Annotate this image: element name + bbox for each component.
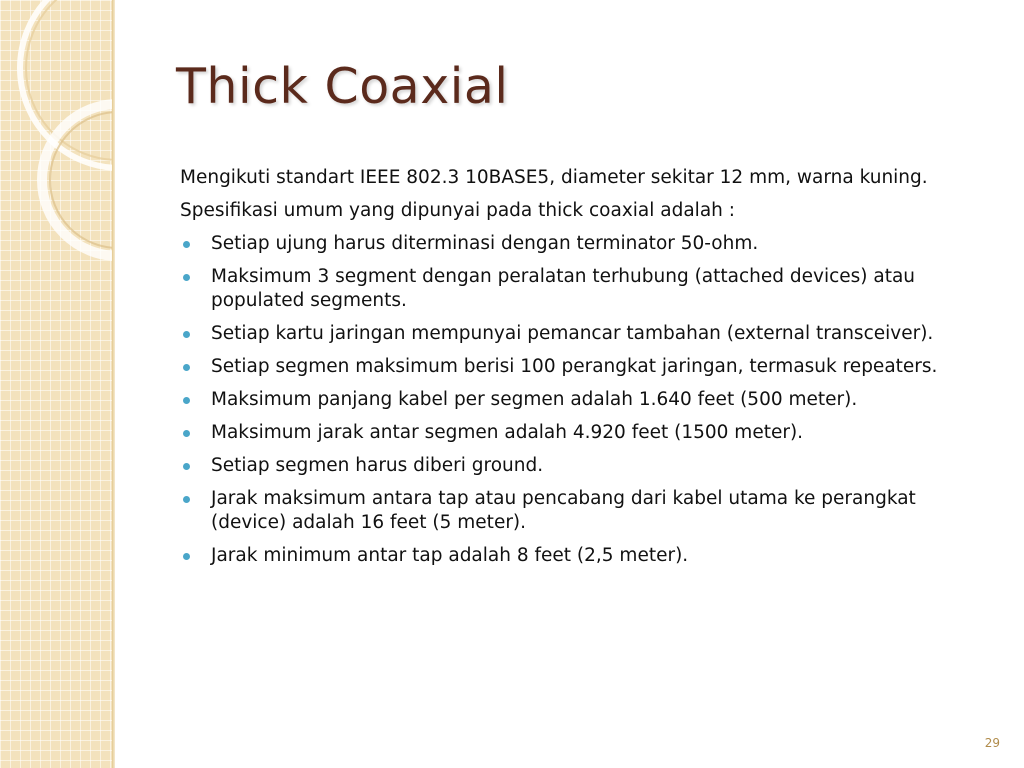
bullet-icon [183, 553, 190, 560]
list-item-text: Maksimum panjang kabel per segmen adalah 1.640 feet (500 meter). [211, 389, 858, 410]
bullet-icon [183, 241, 190, 248]
list-item-text: Maksimum 3 segment dengan peralatan terhubung (attached devices) atau populated segments. [211, 266, 916, 311]
list-item-text: Jarak minimum antar tap adalah 8 feet (2,5 meter). [211, 545, 689, 566]
list-item [180, 265, 980, 313]
list-item-text: Setiap kartu jaringan mempunyai pemancar tambahan (external transceiver). [211, 323, 934, 344]
list-item-text: Maksimum jarak antar segmen adalah 4.920 feet (1500 meter). [211, 422, 804, 443]
page-number: 29 [984, 736, 1000, 750]
circle-decoration-icon [0, 0, 112, 768]
list-item [180, 454, 980, 478]
bullet-icon [183, 274, 190, 281]
bullet-icon [183, 364, 190, 371]
bullet-icon [183, 496, 190, 503]
list-item [180, 388, 980, 412]
decorative-side-panel [0, 0, 112, 768]
list-item [180, 355, 980, 379]
list-item-text: Setiap segmen maksimum berisi 100 perangkat jaringan, termasuk repeaters. [211, 356, 938, 377]
intro-paragraph: Mengikuti standart IEEE 802.3 10BASE5, diameter sekitar 12 mm, warna kuning. [180, 167, 928, 188]
intro-paragraph: Spesifikasi umum yang dipunyai pada thick coaxial adalah : [180, 200, 735, 221]
list-item-text: Jarak maksimum antara tap atau pencabang dari kabel utama ke perangkat (device) adalah 16 feet (5 meter). [211, 488, 916, 533]
bullet-icon [183, 331, 190, 338]
list-item [180, 232, 980, 256]
list-item [180, 544, 980, 568]
bullet-icon [183, 463, 190, 470]
list-item [180, 322, 980, 346]
bullet-icon [183, 397, 190, 404]
list-item [180, 487, 980, 535]
list-item [180, 421, 980, 445]
bullet-icon [183, 430, 190, 437]
slide-body [180, 166, 980, 577]
bullet-list [180, 232, 980, 568]
list-item-text: Setiap segmen harus diberi ground. [211, 455, 544, 476]
list-item-text: Setiap ujung harus diterminasi dengan terminator 50-ohm. [211, 233, 759, 254]
slide-title: Thick Coaxial [176, 58, 509, 115]
panel-divider [112, 0, 115, 768]
